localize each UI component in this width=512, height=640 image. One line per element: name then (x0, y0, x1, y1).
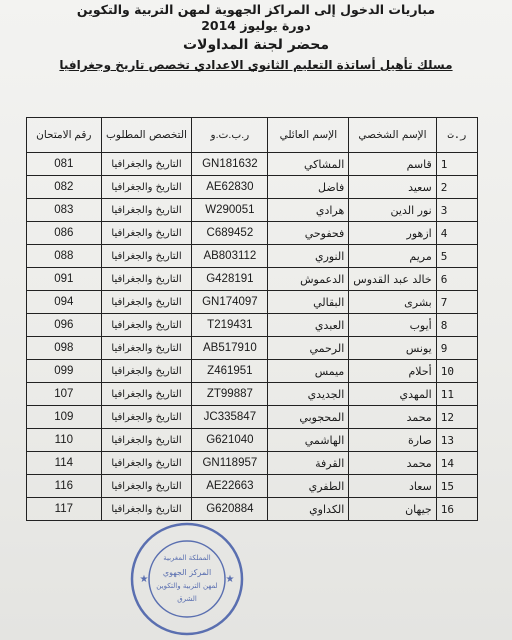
header-session: دورة يوليوز 2014 (201, 18, 311, 33)
cell-specialty: التاريخ والجغرافيا (101, 176, 192, 199)
table-row (27, 268, 478, 291)
cell-first-name: صارة (349, 429, 436, 452)
cell-cin: AE22663 (192, 475, 268, 498)
cell-cin: G428191 (192, 268, 268, 291)
cell-num: 2 (436, 176, 477, 199)
cell-num: 9 (436, 337, 477, 360)
cell-last-name: هرادي (268, 199, 349, 222)
cell-num: 6 (436, 268, 477, 291)
cell-first-name: نور الدين (349, 199, 436, 222)
cell-first-name: محمد (349, 452, 436, 475)
table-row (27, 153, 478, 176)
cell-specialty: التاريخ والجغرافيا (101, 153, 192, 176)
cell-cin: GN174097 (192, 291, 268, 314)
cell-last-name: فحفوحي (268, 222, 349, 245)
cell-last-name: الدعموش (268, 268, 349, 291)
cell-exam-number: 114 (27, 452, 102, 475)
cell-exam-number: 086 (27, 222, 102, 245)
cell-first-name: جيهان (349, 498, 436, 521)
cell-specialty: التاريخ والجغرافيا (101, 337, 192, 360)
cell-specialty: التاريخ والجغرافيا (101, 360, 192, 383)
table-row (27, 245, 478, 268)
cell-first-name: محمد (349, 406, 436, 429)
cell-num: 7 (436, 291, 477, 314)
cell-cin: AB517910 (192, 337, 268, 360)
table-body (27, 153, 478, 521)
cell-specialty: التاريخ والجغرافيا (101, 383, 192, 406)
cell-exam-number: 117 (27, 498, 102, 521)
cell-exam-number: 116 (27, 475, 102, 498)
stamp-text-4: الشرق (177, 595, 197, 603)
cell-cin: GN118957 (192, 452, 268, 475)
table-row (27, 222, 478, 245)
cell-last-name: فاضل (268, 176, 349, 199)
cell-cin: AE62830 (192, 176, 268, 199)
cell-exam-number: 094 (27, 291, 102, 314)
cell-exam-number: 083 (27, 199, 102, 222)
cell-first-name: أحلام (349, 360, 436, 383)
cell-cin: GN181632 (192, 153, 268, 176)
header-track: مسلك تأهيل أساتذة التعليم الثانوي الاعدادي تخصص تاريخ وجغرافيا (59, 58, 453, 72)
cell-num: 15 (436, 475, 477, 498)
cell-last-name: الكداوي (268, 498, 349, 521)
cell-num: 4 (436, 222, 477, 245)
stamp-inner-ring (149, 541, 225, 617)
table-header-row (27, 118, 478, 153)
cell-first-name: يونس (349, 337, 436, 360)
cell-first-name: ازهور (349, 222, 436, 245)
cell-exam-number: 082 (27, 176, 102, 199)
cell-cin: AB803112 (192, 245, 268, 268)
cell-last-name: البقالي (268, 291, 349, 314)
cell-exam-number: 107 (27, 383, 102, 406)
table-row (27, 429, 478, 452)
cell-cin: C689452 (192, 222, 268, 245)
col-header-specialty: التخصص المطلوب (101, 118, 192, 153)
cell-num: 11 (436, 383, 477, 406)
stamp-star-icon: ★ (139, 574, 149, 585)
cell-last-name: الرحمي (268, 337, 349, 360)
cell-first-name: قاسم (349, 153, 436, 176)
col-header-num: ر.ت (436, 118, 477, 153)
cell-exam-number: 109 (27, 406, 102, 429)
cell-last-name: ميمس (268, 360, 349, 383)
col-header-cin: ر.ب.ت.و (192, 118, 268, 153)
cell-specialty: التاريخ والجغرافيا (101, 452, 192, 475)
cell-first-name: المهدي (349, 383, 436, 406)
cell-last-name: العبدي (268, 314, 349, 337)
stamp-text-1: المملكة المغربية (163, 554, 211, 562)
header-minutes: محضر لجنة المداولات (182, 37, 330, 53)
table-row (27, 199, 478, 222)
cell-num: 1 (436, 153, 477, 176)
cell-last-name: الهاشمي (268, 429, 349, 452)
cell-exam-number: 099 (27, 360, 102, 383)
cell-cin: G621040 (192, 429, 268, 452)
table-row (27, 452, 478, 475)
cell-last-name: النوري (268, 245, 349, 268)
cell-exam-number: 096 (27, 314, 102, 337)
cell-first-name: بشرى (349, 291, 436, 314)
cell-num: 16 (436, 498, 477, 521)
cell-exam-number: 081 (27, 153, 102, 176)
cell-cin: W290051 (192, 199, 268, 222)
cell-cin: ZT99887 (192, 383, 268, 406)
document-header (0, 2, 512, 74)
stamp-star-icon: ★ (225, 574, 235, 585)
table-row (27, 314, 478, 337)
cell-last-name: الجديدي (268, 383, 349, 406)
table-row (27, 383, 478, 406)
table-row (27, 176, 478, 199)
cell-first-name: أيوب (349, 314, 436, 337)
cell-num: 5 (436, 245, 477, 268)
cell-specialty: التاريخ والجغرافيا (101, 475, 192, 498)
cell-cin: T219431 (192, 314, 268, 337)
table-row (27, 475, 478, 498)
table-row (27, 337, 478, 360)
cell-specialty: التاريخ والجغرافيا (101, 199, 192, 222)
cell-num: 14 (436, 452, 477, 475)
cell-specialty: التاريخ والجغرافيا (101, 498, 192, 521)
cell-exam-number: 091 (27, 268, 102, 291)
table-row (27, 406, 478, 429)
cell-last-name: القرفة (268, 452, 349, 475)
col-header-last-name: الإسم العائلي (268, 118, 349, 153)
cell-exam-number: 098 (27, 337, 102, 360)
cell-exam-number: 110 (27, 429, 102, 452)
col-header-exam-number: رقم الامتحان (27, 118, 102, 153)
official-stamp (128, 520, 246, 638)
cell-cin: G620884 (192, 498, 268, 521)
cell-num: 3 (436, 199, 477, 222)
cell-first-name: خالد عبد القدوس (349, 268, 436, 291)
cell-specialty: التاريخ والجغرافيا (101, 429, 192, 452)
cell-num: 8 (436, 314, 477, 337)
cell-cin: JC335847 (192, 406, 268, 429)
cell-specialty: التاريخ والجغرافيا (101, 291, 192, 314)
col-header-first-name: الإسم الشخصي (349, 118, 436, 153)
stamp-text-2: المركز الجهوي (162, 568, 212, 577)
stamp-text-3: لمهن التربية والتكوين (156, 582, 218, 590)
cell-specialty: التاريخ والجغرافيا (101, 406, 192, 429)
cell-specialty: التاريخ والجغرافيا (101, 245, 192, 268)
cell-specialty: التاريخ والجغرافيا (101, 268, 192, 291)
cell-exam-number: 088 (27, 245, 102, 268)
cell-last-name: الطفري (268, 475, 349, 498)
cell-specialty: التاريخ والجغرافيا (101, 314, 192, 337)
cell-first-name: مريم (349, 245, 436, 268)
cell-num: 13 (436, 429, 477, 452)
cell-num: 10 (436, 360, 477, 383)
cell-first-name: سعاد (349, 475, 436, 498)
cell-num: 12 (436, 406, 477, 429)
header-title: مباريات الدخول إلى المراكز الجهوية لمهن التربية والتكوين (76, 2, 436, 17)
cell-last-name: المشاكي (268, 153, 349, 176)
cell-cin: Z461951 (192, 360, 268, 383)
cell-first-name: سعيد (349, 176, 436, 199)
table-row (27, 360, 478, 383)
cell-last-name: المحجوبي (268, 406, 349, 429)
table-row (27, 291, 478, 314)
results-table (26, 117, 478, 521)
table-row (27, 498, 478, 521)
cell-specialty: التاريخ والجغرافيا (101, 222, 192, 245)
